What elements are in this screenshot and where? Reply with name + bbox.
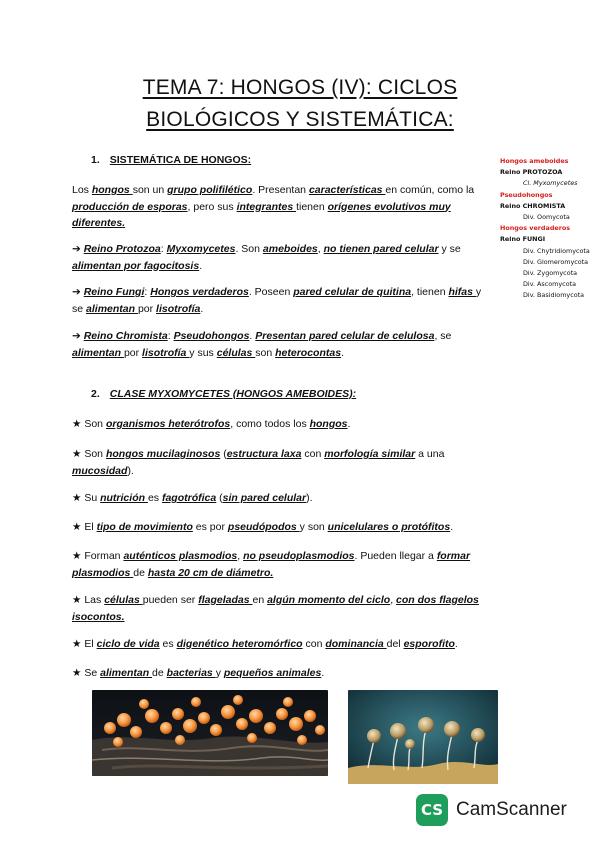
- text: y se: [438, 243, 461, 255]
- arrow-icon: ➔: [72, 286, 84, 298]
- text: Son: [84, 448, 106, 460]
- keyword: con dos flagelos isocontos.: [72, 594, 479, 623]
- keyword: alimentan: [86, 302, 138, 315]
- text: .: [200, 302, 204, 315]
- section-number: 2.: [91, 388, 100, 400]
- section-title: SISTEMÁTICA DE HONGOS:: [109, 154, 252, 166]
- keyword: dominancia: [325, 638, 387, 650]
- keyword: hifas: [448, 286, 476, 298]
- text: con: [302, 638, 326, 650]
- keyword: lisotrofía: [156, 302, 201, 315]
- text: Se: [84, 667, 101, 679]
- keyword: estructura laxa: [226, 448, 302, 460]
- text: y se: [72, 286, 482, 315]
- text: pueden ser: [142, 594, 199, 606]
- text: Su: [84, 492, 101, 504]
- star-icon: ★: [72, 594, 85, 606]
- keyword: algún momento del ciclo: [267, 594, 391, 606]
- text: .: [341, 346, 344, 359]
- text: son un: [132, 184, 168, 196]
- section-title: CLASE MYXOMYCETES (HONGOS AMEBOIDES):: [109, 388, 357, 400]
- star-icon: ★: [72, 448, 85, 460]
- keyword: Myxomycetes: [166, 243, 236, 255]
- text: y son: [299, 521, 328, 533]
- star-icon: ★: [72, 667, 85, 679]
- text: Forman: [84, 550, 124, 562]
- keyword: esporofito: [403, 638, 455, 650]
- text: en: [252, 594, 268, 606]
- text: .: [199, 259, 203, 272]
- section-number: 1.: [91, 154, 100, 166]
- text: , se: [434, 330, 452, 342]
- text: y: [215, 667, 224, 679]
- bullet-celulas: [72, 592, 486, 625]
- keyword: lisotrofía: [142, 346, 190, 359]
- text: por: [137, 302, 157, 315]
- sidebar-reino-chromista: Reino CHROMISTA: [500, 201, 566, 210]
- keyword: fagotrófica: [161, 492, 217, 504]
- photo-slime-mold: [92, 690, 328, 776]
- text: de: [152, 667, 167, 679]
- keyword: sin pared celular: [222, 492, 307, 504]
- keyword: digenético heteromórfico: [176, 638, 303, 650]
- keyword: alimentan: [100, 667, 153, 679]
- keyword: formar plasmodios: [72, 550, 471, 579]
- text: , como todos los: [230, 418, 310, 430]
- keyword: hongos mucilaginosos: [105, 448, 221, 460]
- keyword: organismos heterótrofos: [105, 418, 231, 430]
- keyword: morfología similar: [324, 448, 416, 460]
- bullet-alimentacion: [72, 665, 486, 682]
- keyword: heterocontas: [275, 346, 342, 359]
- text: de: [133, 566, 148, 579]
- bullet-heterotrofos: [72, 416, 486, 433]
- keyword: bacterias: [166, 667, 216, 679]
- text: , pero sus: [187, 200, 237, 213]
- sidebar-item: Div. Glomeromycota: [523, 257, 589, 266]
- keyword: hongos: [91, 184, 133, 196]
- sidebar-reino-fungi: Reino FUNGI: [500, 235, 546, 244]
- text: .: [454, 638, 458, 650]
- section-2-heading: [91, 388, 356, 400]
- keyword: nutrición: [100, 492, 148, 504]
- keyword: pequeños animales: [223, 667, 322, 679]
- sidebar-group-ameboides: Hongos ameboides: [500, 157, 569, 165]
- sidebar-reino-protozoa: Reino PROTOZOA: [500, 168, 563, 177]
- text: en común, como la: [385, 184, 475, 196]
- title-line-1: TEMA 7: HONGOS (IV): CICLOS: [142, 76, 458, 99]
- text: ,: [237, 550, 244, 562]
- sidebar-item: Div. Oomycota: [523, 213, 570, 222]
- keyword: producción de esporas: [72, 200, 188, 213]
- page-title: [0, 72, 600, 136]
- text: por: [123, 346, 143, 359]
- keyword: mucosidad: [72, 464, 128, 477]
- text: .: [450, 521, 454, 533]
- paragraph-protozoa: [72, 241, 486, 274]
- arrow-icon: ➔: [72, 330, 84, 342]
- text: ).: [306, 492, 313, 504]
- text: :: [144, 286, 151, 298]
- keyword: no tienen pared celular: [323, 243, 439, 255]
- keyword: flageladas: [198, 594, 253, 606]
- paragraph-intro: [72, 182, 486, 232]
- text: ,: [390, 594, 397, 606]
- text: .: [122, 217, 126, 229]
- sidebar-item: Cl. Myxomycetes: [523, 179, 578, 188]
- text: . Poseen: [248, 286, 294, 298]
- text: :: [167, 330, 174, 342]
- text: del: [386, 638, 404, 650]
- keyword: alimentan: [72, 346, 124, 359]
- keyword: Reino Fungi: [83, 286, 145, 298]
- keyword: grupo polifilético: [167, 184, 253, 196]
- keyword: tipo de movimiento: [96, 521, 193, 533]
- text: Las: [84, 594, 105, 606]
- sidebar-item: Div. Basidiomycota: [523, 291, 585, 300]
- keyword: Reino Chromista: [83, 330, 168, 342]
- keyword: hongos: [309, 418, 348, 430]
- text: tienen: [296, 200, 328, 213]
- text: .: [249, 330, 256, 342]
- keyword: orígenes evolutivos muy diferentes: [72, 200, 451, 229]
- keyword: unicelulares o protófitos: [327, 521, 451, 533]
- text: a una: [415, 448, 445, 460]
- star-icon: ★: [72, 492, 85, 504]
- text: (: [220, 448, 227, 460]
- photo-sporangia: [348, 690, 498, 784]
- keyword: integrantes: [236, 200, 297, 213]
- paragraph-chromista: [72, 328, 486, 361]
- text: El: [84, 638, 97, 650]
- keyword: Presentan pared celular de celulosa: [255, 330, 435, 342]
- keyword: hasta 20 cm de diámetro.: [147, 566, 274, 579]
- sidebar-group-pseudohongos: Pseudohongos: [500, 190, 553, 199]
- text: Son: [84, 418, 106, 430]
- bullet-ciclo: [72, 636, 486, 653]
- sidebar-item: Div. Ascomycota: [523, 280, 577, 289]
- text: es: [159, 638, 177, 650]
- keyword: Pseudohongos: [173, 330, 250, 342]
- keyword: ameboides: [262, 243, 318, 255]
- bullet-mucilaginosos: [72, 446, 486, 479]
- text: .: [347, 418, 351, 430]
- keyword: características: [308, 184, 386, 196]
- keyword: auténticos plasmodios: [123, 550, 238, 562]
- text: :: [160, 243, 167, 255]
- sporangia-image: [348, 690, 498, 784]
- classification-sidebar: [500, 156, 600, 302]
- camscanner-watermark: [416, 794, 567, 826]
- slime-mold-image: [92, 690, 328, 776]
- keyword: células: [104, 594, 143, 606]
- paragraph-fungi: [72, 284, 486, 317]
- keyword: no pseudoplasmodios: [243, 550, 355, 562]
- star-icon: ★: [72, 638, 85, 650]
- text: . Son: [235, 243, 263, 255]
- text: son: [255, 346, 276, 359]
- sidebar-group-verdaderos: Hongos verdaderos: [500, 224, 571, 233]
- text: . Presentan: [252, 184, 309, 196]
- bullet-plasmodios: [72, 548, 486, 581]
- keyword: células: [216, 346, 256, 359]
- sidebar-item: Div. Chytridiomycota: [523, 246, 590, 255]
- keyword: ciclo de vida: [96, 638, 160, 650]
- bullet-movimiento: [72, 519, 486, 536]
- bullet-nutricion: [72, 490, 486, 507]
- text: con: [301, 448, 325, 460]
- text: es por: [192, 521, 228, 533]
- keyword: Hongos verdaderos: [150, 286, 249, 298]
- text: y sus: [189, 346, 217, 359]
- arrow-icon: ➔: [72, 243, 84, 255]
- text: . Pueden llegar a: [354, 550, 437, 562]
- camscanner-text: CamScanner: [456, 799, 567, 820]
- section-1-heading: [91, 154, 251, 166]
- text: , tienen: [411, 286, 449, 298]
- keyword: alimentan por fagocitosis: [72, 259, 200, 272]
- star-icon: ★: [72, 550, 85, 562]
- keyword: pseudópodos: [227, 521, 300, 533]
- text: (: [216, 492, 223, 504]
- text: El: [84, 521, 97, 533]
- text: Los: [72, 184, 92, 196]
- sidebar-item: Div. Zygomycota: [523, 269, 578, 278]
- star-icon: ★: [72, 418, 85, 430]
- title-line-2: BIOLÓGICOS Y SISTEMÁTICA:: [146, 108, 454, 131]
- text: ).: [127, 464, 134, 477]
- keyword: Reino Protozoa: [83, 243, 161, 255]
- text: .: [321, 667, 325, 679]
- keyword: pared celular de quitina: [293, 286, 412, 298]
- camscanner-logo-icon: CS: [416, 794, 448, 826]
- text: ,: [317, 243, 324, 255]
- star-icon: ★: [72, 521, 85, 533]
- text: es: [147, 492, 162, 504]
